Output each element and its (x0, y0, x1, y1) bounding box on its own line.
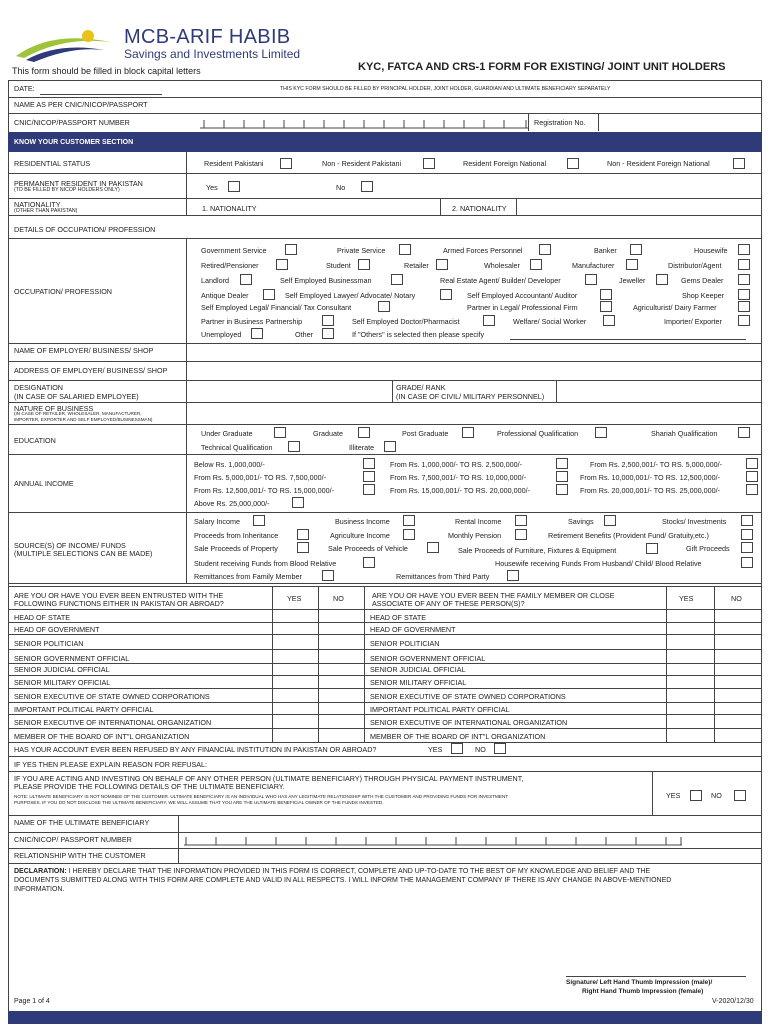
residential-opt-nonresident-foreign: Non - Resident Foreign National (607, 159, 710, 168)
pep-left-senior-judicial: SENIOR JUDICIAL OFFICIAL (14, 665, 110, 674)
registration-label: Registration No. (534, 118, 586, 127)
edu-opt-shariah: Shariah Qualification (651, 429, 718, 438)
date-input[interactable] (40, 94, 162, 95)
occ-checkbox-self-employed-consultant[interactable] (378, 301, 390, 312)
occ-checkbox-armed-forces[interactable] (539, 244, 551, 255)
src-opt-remittance-third-party: Remittances from Third Party (396, 572, 490, 581)
refusal-explain-label: IF YES THEN PLEASE EXPLAIN REASON FOR REFUSAL: (14, 760, 208, 769)
edu-checkbox-postgraduate[interactable] (462, 427, 474, 438)
occ-checkbox-jeweller[interactable] (656, 274, 668, 285)
occ-opt-retired: Retired/Pensioner (201, 261, 259, 270)
pep-right-state-corporations: SENIOR EXECUTIVE OF STATE OWNED CORPORATIONS (370, 692, 566, 701)
src-opt-savings: Savings (568, 517, 594, 526)
occ-checkbox-welfare-worker[interactable] (603, 315, 615, 326)
refusal-no-checkbox[interactable] (494, 743, 506, 754)
residential-checkbox-nonresident-foreign[interactable] (733, 158, 745, 169)
occ-checkbox-other[interactable] (322, 328, 334, 339)
src-checkbox-agriculture[interactable] (403, 529, 415, 540)
src-checkbox-student-relative[interactable] (363, 557, 375, 568)
pep-right-senior-govt-official: SENIOR GOVERNMENT OFFICIAL (370, 654, 486, 663)
declaration-line-2: DOCUMENTS SUBMITTED ALONG WITH THIS FORM ARE COMPLETE AND VALID IN ALL RESPECTS. I WILL INFORM THE MANAGEMENT COMPANY IF THERE IS ANY CHANGE IN ABOVE-MENTIONED (14, 877, 672, 884)
income-label: ANNUAL INCOME (14, 479, 74, 488)
occ-opt-partner-business: Partner in Business Partnership (201, 317, 303, 326)
residential-checkbox-nonresident-pk[interactable] (423, 158, 435, 169)
occ-checkbox-shop-keeper[interactable] (738, 289, 750, 300)
occ-checkbox-retailer[interactable] (436, 259, 448, 270)
occ-checkbox-housewife[interactable] (738, 244, 750, 255)
src-checkbox-housewife-relative[interactable] (741, 557, 753, 568)
occ-checkbox-self-employed-accountant[interactable] (600, 289, 612, 300)
occ-checkbox-private-service[interactable] (399, 244, 411, 255)
occ-opt-wholesaler: Wholesaler (484, 261, 520, 270)
pep-left-question-1: ARE YOU OR HAVE YOU EVER BEEN ENTRUSTED WITH THE (14, 591, 224, 600)
occ-checkbox-real-estate[interactable] (585, 274, 597, 285)
pep-left-question-2: FOLLOWING FUNCTIONS EITHER IN PAKISTAN OR ABROAD? (14, 599, 224, 608)
income-opt-7_5m-10m: From Rs. 7,500,001/- TO RS. 10,000,000/- (390, 473, 526, 482)
pep-left-head-of-govt: HEAD OF GOVERNMENT (14, 625, 100, 634)
pep-right-senior-politician: SENIOR POLITICIAN (370, 639, 440, 648)
residential-checkbox-resident-pk[interactable] (280, 158, 292, 169)
occ-opt-govt-service: Government Service (201, 246, 267, 255)
occ-checkbox-self-employed-businessman[interactable] (391, 274, 403, 285)
edu-opt-postgraduate: Post Graduate (402, 429, 449, 438)
occ-opt-agriculturist: Agriculturist/ Dairy Farmer (633, 303, 717, 312)
date-label: DATE: (14, 84, 35, 93)
edu-checkbox-shariah[interactable] (738, 427, 750, 438)
income-opt-15m-20m: From Rs. 15,000,001/- TO RS. 20,000,000/- (390, 486, 530, 495)
beneficiary-yes-checkbox[interactable] (690, 790, 702, 801)
nationality-1-label: 1. NATIONALITY (202, 204, 257, 213)
declaration-line-3: INFORMATION. (14, 886, 65, 893)
beneficiary-no-checkbox[interactable] (734, 790, 746, 801)
edu-opt-professional: Professional Qualification (497, 429, 579, 438)
nature-label: NATURE OF BUSINESS (14, 404, 94, 413)
income-opt-above-25m: Above Rs. 25,000,000/- (194, 499, 270, 508)
income-checkbox-7_5m-10m[interactable] (556, 471, 568, 482)
occ-opt-self-employed-businessman: Self Employed Businessman (280, 276, 372, 285)
income-checkbox-2_5m-5m[interactable] (746, 458, 758, 469)
income-opt-5m-7_5m: From Rs. 5,000,001/- TO RS. 7,500,000/- (194, 473, 326, 482)
residential-opt-resident-foreign: Resident Foreign National (463, 159, 547, 168)
registration-input[interactable] (600, 116, 758, 129)
pep-left-head-of-state: HEAD OF STATE (14, 613, 71, 622)
income-opt-below-1m: Below Rs. 1,000,000/- (194, 460, 265, 469)
pep-left-senior-military: SENIOR MILITARY OFFICIAL (14, 678, 111, 687)
src-opt-business: Business Income (335, 517, 390, 526)
education-label: EDUCATION (14, 436, 56, 445)
src-opt-furniture: Sale Proceeds of Furniture, Fixtures & Equipment (458, 546, 617, 555)
sources-label: SOURCE(S) OF INCOME/ FUNDS (14, 541, 126, 550)
src-checkbox-business[interactable] (403, 515, 415, 526)
cnic-input-boxes[interactable] (200, 116, 530, 130)
residential-label: RESIDENTIAL STATUS (14, 159, 91, 168)
src-opt-inheritance: Proceeds from Inheritance (194, 531, 279, 540)
income-opt-2_5m-5m: From Rs. 2,500,001/- TO RS. 5,000,000/- (590, 460, 722, 469)
income-opt-20m-25m: From Rs. 20,000,001/- TO RS. 25,000,000/- (580, 486, 720, 495)
beneficiary-note-1: NOTE: ULTIMATE BENEFICIARY IS NOT NOMINEE OF THE CUSTOMER. ULTIMATE BENEFICIARY IS AN INDIVIDUAL WHO HAS ANY LEGITIMATE RELATIONSHIP WITH THE CUSTOMER AND PROVIDING FUNDS FOR INVESTMENT (14, 794, 509, 799)
refusal-question: HAS YOUR ACCOUNT EVER BEEN REFUSED BY ANY FINANCIAL INSTITUTION IN PAKISTAN OR ABROAD? (14, 745, 377, 754)
signature-label-2: Right Hand Thumb Impression (female) (582, 988, 704, 995)
src-checkbox-pension[interactable] (515, 529, 527, 540)
beneficiary-note-2: PURPOSES. IF YOU DO NOT DISCLOSE THE ULTIMATE BENEFICIARY, WE WILL ASSUME THAT YOU ARE THE ULTIMATE BENEFICIAL OWNER OF THE FUNDS INVESTED. (14, 800, 384, 805)
occ-checkbox-antique-dealer[interactable] (263, 289, 275, 300)
income-checkbox-15m-20m[interactable] (556, 484, 568, 495)
beneficiary-relationship-label: RELATIONSHIP WITH THE CUSTOMER (14, 851, 146, 860)
src-opt-housewife-relative: Housewife receiving Funds From Husband/ Child/ Blood Relative (495, 559, 702, 568)
pep-left-yes-header: YES (287, 594, 302, 603)
kyc-instruction: THIS KYC FORM SHOULD BE FILLED BY PRINCIPAL HOLDER, JOINT HOLDER, GUARDIAN AND ULTIMATE BENEFICIARY SEPARATELY (280, 86, 611, 92)
pep-right-intl-board-member: MEMBER OF THE BOARD OF INT"L ORGANIZATION (370, 732, 546, 741)
src-checkbox-remittance-family[interactable] (322, 570, 334, 581)
designation-label: DESIGNATION (14, 383, 63, 392)
occ-opt-jeweller: Jeweller (619, 276, 646, 285)
occ-checkbox-partner-business[interactable] (322, 315, 334, 326)
occ-checkbox-unemployed[interactable] (251, 328, 263, 339)
nature-sublabel-1: (IN CASE OF RETAILER, WHOLESALER, MANUFACTURER, (14, 411, 142, 416)
occupation-details-label: DETAILS OF OCCUPATION/ PROFESSION (14, 225, 156, 234)
edu-checkbox-professional[interactable] (595, 427, 607, 438)
permanent-yes-label: Yes (206, 183, 218, 192)
occ-checkbox-self-employed-doctor[interactable] (483, 315, 495, 326)
income-checkbox-12_5m-15m[interactable] (363, 484, 375, 495)
occ-other-specify-label: If "Others" is selected then please specify (352, 330, 485, 339)
edu-opt-technical: Technical Qualification (201, 443, 273, 452)
permanent-resident-sublabel: (TO BE FILLED BY NICOP HOLDERS ONLY) (14, 187, 120, 193)
grade-label: GRADE/ RANK (396, 383, 446, 392)
name-label: NAME AS PER CNIC/NICOP/PASSPORT (14, 100, 148, 109)
pep-right-no-header: NO (731, 594, 742, 603)
occ-checkbox-banker[interactable] (630, 244, 642, 255)
src-opt-property: Sale Proceeds of Property (194, 544, 278, 553)
company-subtitle: Savings and Investments Limited (124, 47, 301, 61)
income-checkbox-10m-12_5m[interactable] (746, 471, 758, 482)
occ-opt-real-estate: Real Estate Agent/ Builder/ Developer (440, 276, 561, 285)
src-checkbox-remittance-third-party[interactable] (507, 570, 519, 581)
fill-instruction: This form should be filled in block capital letters (12, 66, 201, 76)
src-checkbox-property[interactable] (297, 542, 309, 553)
edu-checkbox-graduate[interactable] (358, 427, 370, 438)
occ-opt-landlord: Landlord (201, 276, 229, 285)
permanent-no-checkbox[interactable] (361, 181, 373, 192)
occ-checkbox-distributor[interactable] (738, 259, 750, 270)
pep-right-question-2: ASSOCIATE OF ANY OF THESE PERSON(S)? (372, 599, 525, 608)
designation-sublabel: (IN CASE OF SALARIED EMPLOYEE) (14, 392, 139, 401)
refusal-yes-checkbox[interactable] (451, 743, 463, 754)
residential-checkbox-resident-foreign[interactable] (567, 158, 579, 169)
beneficiary-question-1: IF YOU ARE ACTING AND INVESTING ON BEHALF OF ANY OTHER PERSON (ULTIMATE BENEFICIARY) THROUGH PHYSICAL PAYMENT INSTRUMENT, (14, 774, 524, 783)
src-opt-salary: Salary Income (194, 517, 240, 526)
income-checkbox-above-25m[interactable] (292, 497, 304, 508)
occ-opt-self-employed-doctor: Self Employed Doctor/Pharmacist (352, 317, 460, 326)
pep-right-intl-org-exec: SENIOR EXECUTIVE OF INTERNATIONAL ORGANIZATION (370, 718, 568, 727)
grade-sublabel: (IN CASE OF CIVIL/ MILITARY PERSONNEL) (396, 392, 545, 401)
occ-opt-armed-forces: Armed Forces Personnel (443, 246, 523, 255)
edu-checkbox-technical[interactable] (288, 441, 300, 452)
src-checkbox-savings[interactable] (604, 515, 616, 526)
footer-band (8, 1011, 762, 1024)
occ-opt-welfare-worker: Welfare/ Social Worker (513, 317, 587, 326)
occ-opt-self-employed-consultant: Self Employed Legal/ Financial/ Tax Consultant (201, 303, 352, 312)
occ-opt-unemployed: Unemployed (201, 330, 242, 339)
occ-checkbox-partner-legal-firm[interactable] (600, 301, 612, 312)
occ-checkbox-wholesaler[interactable] (530, 259, 542, 270)
nationality-label: NATIONALITY (14, 200, 61, 209)
permanent-resident-label: PERMANENT RESIDENT IN PAKISTAN (14, 179, 143, 188)
income-checkbox-20m-25m[interactable] (746, 484, 758, 495)
income-checkbox-1m-2_5m[interactable] (556, 458, 568, 469)
edu-opt-undergraduate: Under Graduate (201, 429, 253, 438)
pep-right-senior-judicial: SENIOR JUDICIAL OFFICIAL (370, 665, 466, 674)
residential-opt-resident-pk: Resident Pakistani (204, 159, 264, 168)
pep-right-head-of-govt: HEAD OF GOVERNMENT (370, 625, 456, 634)
occ-other-specify-input[interactable] (510, 339, 746, 340)
occ-opt-antique-dealer: Antique Dealer (201, 291, 249, 300)
company-logo (12, 22, 118, 64)
pep-left-political-party: IMPORTANT POLITICAL PARTY OFFICIAL (14, 705, 154, 714)
page-number: Page 1 of 4 (14, 998, 50, 1005)
occ-checkbox-self-employed-lawyer[interactable] (440, 289, 452, 300)
occ-opt-other: Other (295, 330, 313, 339)
edu-opt-illiterate: Illiterate (349, 443, 375, 452)
pep-right-yes-header: YES (679, 594, 694, 603)
form-version: V-2020/12/30 (712, 998, 754, 1005)
pep-right-political-party: IMPORTANT POLITICAL PARTY OFFICIAL (370, 705, 510, 714)
beneficiary-yes-label: YES (666, 791, 681, 800)
pep-right-head-of-state: HEAD OF STATE (370, 613, 427, 622)
src-checkbox-rental[interactable] (515, 515, 527, 526)
declaration-title: DECLARATION: (14, 868, 67, 875)
occ-checkbox-student[interactable] (358, 259, 370, 270)
nationality-sublabel: (OTHER THAN PAKISTAN) (14, 208, 78, 214)
income-checkbox-5m-7_5m[interactable] (363, 471, 375, 482)
kyc-section-title: KNOW YOUR CUSTOMER SECTION (14, 139, 134, 146)
beneficiary-cnic-label: CNIC/NICOP/ PASSPORT NUMBER (14, 835, 132, 844)
sources-sublabel: (MULTIPLE SELECTIONS CAN BE MADE) (14, 549, 153, 558)
refusal-yes-label: YES (428, 745, 443, 754)
src-opt-stocks: Stocks/ Investments (662, 517, 727, 526)
occ-opt-distributor: Distributor/Agent (668, 261, 722, 270)
edu-opt-graduate: Graduate (313, 429, 343, 438)
src-checkbox-stocks[interactable] (741, 515, 753, 526)
pep-left-senior-govt-official: SENIOR GOVERNMENT OFFICIAL (14, 654, 130, 663)
income-checkbox-below-1m[interactable] (363, 458, 375, 469)
src-checkbox-vehicle[interactable] (427, 542, 439, 553)
occ-opt-retailer: Retailer (404, 261, 429, 270)
occ-opt-self-employed-lawyer: Self Employed Lawyer/ Advocate/ Notary (285, 291, 416, 300)
pep-left-state-corporations: SENIOR EXECUTIVE OF STATE OWNED CORPORATIONS (14, 692, 210, 701)
occ-opt-housewife: Housewife (694, 246, 728, 255)
occ-checkbox-gems-dealer[interactable] (738, 274, 750, 285)
occ-checkbox-agriculturist[interactable] (738, 301, 750, 312)
occ-opt-gems-dealer: Gems Dealer (681, 276, 724, 285)
occ-checkbox-manufacturer[interactable] (626, 259, 638, 270)
refusal-no-label: NO (475, 745, 486, 754)
src-opt-student-relative: Student receiving Funds from Blood Relative (194, 559, 337, 568)
src-opt-agriculture: Agriculture Income (330, 531, 390, 540)
occ-opt-manufacturer: Manufacturer (572, 261, 615, 270)
income-opt-12_5m-15m: From Rs. 12,500,001/- TO RS. 15,000,000/- (194, 486, 334, 495)
form-title: KYC, FATCA AND CRS-1 FORM FOR EXISTING/ JOINT UNIT HOLDERS (358, 61, 726, 73)
signature-label-1: Signature/ Left Hand Thumb Impression (male)/ (566, 979, 713, 986)
occ-checkbox-importer-exporter[interactable] (738, 315, 750, 326)
occ-checkbox-govt-service[interactable] (285, 244, 297, 255)
income-opt-10m-12_5m: From Rs. 10,000,001/- TO RS. 12,500,000/- (580, 473, 720, 482)
edu-checkbox-undergraduate[interactable] (274, 427, 286, 438)
company-name: MCB-ARIF HABIB (124, 26, 291, 48)
residential-opt-nonresident-pk: Non - Resident Pakistani (322, 159, 402, 168)
income-opt-1m-2_5m: From Rs. 1,000,000/- TO RS. 2,500,000/- (390, 460, 522, 469)
src-checkbox-retirement[interactable] (741, 529, 753, 540)
beneficiary-question-2: PLEASE PROVIDE THE FOLLOWING DETAILS OF THE ULTIMATE BENEFICIARY. (14, 782, 285, 791)
permanent-no-label: No (336, 183, 346, 192)
src-opt-retirement: Retirement Benefits (Provident Fund/ Gratuity,etc.) (548, 531, 709, 540)
occ-opt-self-employed-accountant: Self Employed Accountant/ Auditor (467, 291, 578, 300)
occupation-label: OCCUPATION/ PROFESSION (14, 287, 112, 296)
beneficiary-cnic-input-boxes[interactable] (184, 834, 684, 847)
employer-name-label: NAME OF EMPLOYER/ BUSINESS/ SHOP (14, 346, 154, 355)
nationality-2-label: 2. NATIONALITY (452, 204, 507, 213)
beneficiary-no-label: NO (711, 791, 722, 800)
beneficiary-name-label: NAME OF THE ULTIMATE BENEFICIARY (14, 818, 150, 827)
cnic-label: CNIC/NICOP/PASSPORT NUMBER (14, 118, 130, 127)
src-opt-gift: Gift Proceeds (686, 544, 730, 553)
src-opt-rental: Rental Income (455, 517, 502, 526)
permanent-yes-checkbox[interactable] (228, 181, 240, 192)
occ-opt-student: Student (326, 261, 351, 270)
src-opt-pension: Monthly Pension (448, 531, 502, 540)
pep-left-senior-politician: SENIOR POLITICIAN (14, 639, 84, 648)
src-opt-vehicle: Sale Proceeds of Vehicle (328, 544, 408, 553)
src-opt-remittance-family: Remittances from Family Member (194, 572, 302, 581)
src-checkbox-gift[interactable] (741, 542, 753, 553)
src-checkbox-furniture[interactable] (646, 543, 658, 554)
src-checkbox-inheritance[interactable] (297, 529, 309, 540)
employer-address-label: ADDRESS OF EMPLOYER/ BUSINESS/ SHOP (14, 366, 168, 375)
occ-checkbox-retired[interactable] (276, 259, 288, 270)
occ-checkbox-landlord[interactable] (240, 274, 252, 285)
kyc-section-header (8, 132, 762, 152)
declaration-line-1 (14, 868, 650, 875)
pep-left-intl-board-member: MEMBER OF THE BOARD OF INT"L ORGANIZATION (14, 732, 190, 741)
nature-sublabel-2: IMPORTER, EXPORTER AND SELF EMPLOYED/BUSINESSMAN) (14, 417, 153, 422)
pep-left-no-header: NO (333, 594, 344, 603)
occ-opt-partner-legal-firm: Partner in Legal/ Professional Firm (467, 303, 578, 312)
edu-checkbox-illiterate[interactable] (384, 441, 396, 452)
declaration-text-1: I HEREBY DECLARE THAT THE INFORMATION PROVIDED IN THIS FORM IS CORRECT, COMPLETE AND UP-TO-DATE TO THE BEST OF MY KNOWLEDGE AND BELIEF AND THE (68, 868, 651, 875)
occ-opt-importer-exporter: Importer/ Exporter (664, 317, 722, 326)
occ-opt-private-service: Private Service (337, 246, 386, 255)
occ-opt-shop-keeper: Shop Keeper (682, 291, 724, 300)
occ-opt-banker: Banker (594, 246, 617, 255)
pep-left-intl-org-exec: SENIOR EXECUTIVE OF INTERNATIONAL ORGANIZATION (14, 718, 212, 727)
signature-line[interactable] (566, 976, 746, 977)
pep-right-question-1: ARE YOU OR HAVE YOU EVER BEEN THE FAMILY MEMBER OR CLOSE (372, 591, 615, 600)
src-checkbox-salary[interactable] (253, 515, 265, 526)
pep-right-senior-military: SENIOR MILITARY OFFICIAL (370, 678, 467, 687)
